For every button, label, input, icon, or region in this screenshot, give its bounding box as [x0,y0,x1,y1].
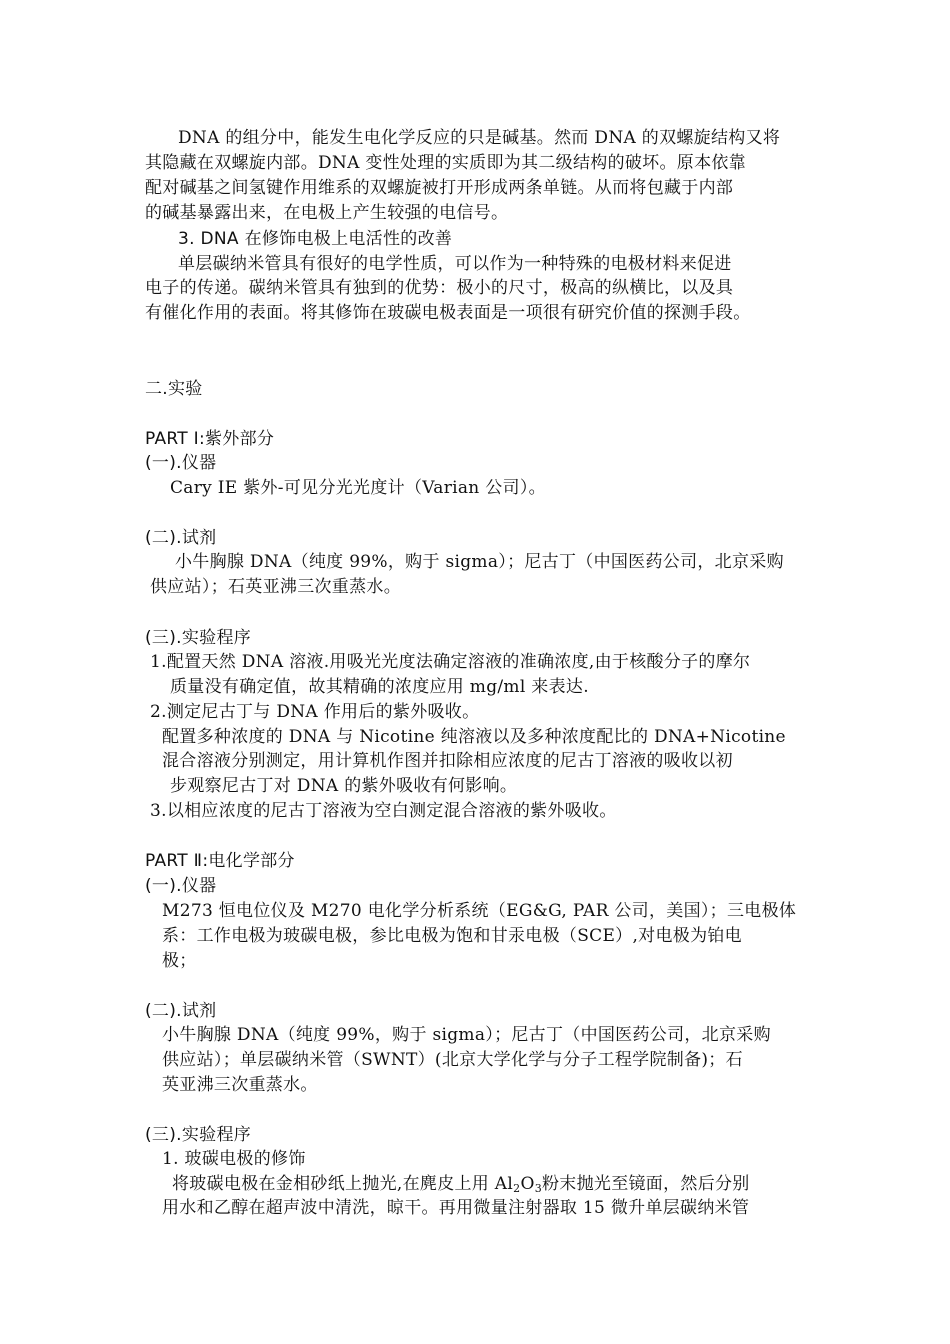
part-2-procedure-line-2: 用水和乙醇在超声波中清洗，晾干。再用微量注射器取 15 微升单层碳纳米管 [162,1198,750,1218]
part-1-reagents-line-1: 小牛胸腺 DNA（纯度 99%，购于 sigma）；尼古丁（中国医药公司，北京采购 [175,552,784,572]
subsection-3-heading: 3. DNA 在修饰电极上电活性的改善 [178,229,453,249]
part-1-instruments-line: Cary IE 紫外-可见分光光度计（Varian 公司）。 [170,478,546,498]
part-1-reagents-heading: (二).试剂 [145,528,217,548]
part-2-instruments-heading: (一).仪器 [145,876,217,896]
subscript-2: 2 [513,1182,521,1195]
line-1-oxygen-text: O [520,1174,535,1194]
part-2-procedure-line-1 [172,1173,750,1195]
section-2-title: 二.实验 [145,379,203,399]
part-2-reagents-line-2: 供应站）；单层碳纳米管（SWNT）(北京大学化学与分子工程学院制备)；石 [162,1050,743,1070]
intro-p1-line-2: 其隐藏在双螺旋内部。DNA 变性处理的实质即为其二级结构的破坏。原本依靠 [145,153,746,173]
part-1-procedure-line-5: 混合溶液分别测定，用计算机作图并扣除相应浓度的尼古丁溶液的吸收以初 [162,751,733,771]
line-1-start-text: 将玻碳电极在金相砂纸上抛光,在麂皮上用 Al [172,1174,514,1194]
intro-p2-line-1: 单层碳纳米管具有很好的电学性质，可以作为一种特殊的电极材料来促进 [178,254,732,274]
part-2-instruments-line-1: M273 恒电位仪及 M270 电化学分析系统（EG&G, PAR 公司，美国）；三电极体 [162,901,797,921]
part-2-title: PART Ⅱ:电化学部分 [145,851,295,871]
part-1-instruments-heading: (一).仪器 [145,453,217,473]
part-2-reagents-line-1: 小牛胸腺 DNA（纯度 99%，购于 sigma）；尼古丁（中国医药公司，北京采购 [162,1025,771,1045]
part-1-procedure-line-7: 3.以相应浓度的尼古丁溶液为空白测定混合溶液的紫外吸收。 [150,801,617,821]
part-2-procedure-step-1: 1. 玻碳电极的修饰 [162,1149,306,1169]
intro-p2-line-3: 有催化作用的表面。将其修饰在玻碳电极表面是一项很有研究价值的探测手段。 [145,303,751,323]
part-1-procedure-line-2: 质量没有确定值，故其精确的浓度应用 mg/ml 来表达. [170,677,589,697]
subscript-3: 3 [534,1182,542,1195]
part-1-procedure-line-1: 1.配置天然 DNA 溶液.用吸光光度法确定溶液的准确浓度,由于核酸分子的摩尔 [150,652,751,672]
part-2-reagents-heading: (二).试剂 [145,1001,217,1021]
intro-p1-line-4: 的碱基暴露出来，在电极上产生较强的电信号。 [145,203,509,223]
part-1-title: PART Ⅰ:紫外部分 [145,429,275,449]
part-2-instruments-line-3: 极； [162,951,197,971]
intro-p2-line-2: 电子的传递。碳纳米管具有独到的优势：极小的尺寸，极高的纵横比，以及具 [145,278,734,298]
part-2-instruments-line-2: 系：工作电极为玻碳电极，参比电极为饱和甘汞电极（SCE）,对电极为铂电 [162,926,742,946]
part-2-reagents-line-3: 英亚沸三次重蒸水。 [162,1075,318,1095]
part-2-procedure-heading: (三).实验程序 [145,1125,252,1145]
part-1-procedure-line-6: 步观察尼古丁对 DNA 的紫外吸收有何影响。 [170,776,518,796]
line-1-end-text: 粉末抛光至镜面，然后分别 [542,1174,750,1194]
part-1-procedure-heading: (三).实验程序 [145,628,252,648]
part-1-procedure-line-4: 配置多种浓度的 DNA 与 Nicotine 纯溶液以及多种浓度配比的 DNA+Nicotine [162,727,786,747]
intro-p1-line-1: DNA 的组分中，能发生电化学反应的只是碱基。然而 DNA 的双螺旋结构又将 [178,128,781,148]
intro-p1-line-3: 配对碱基之间氢键作用维系的双螺旋被打开形成两条单链。从而将包藏于内部 [145,178,734,198]
part-1-reagents-line-2: 供应站）；石英亚沸三次重蒸水。 [150,577,401,597]
part-1-procedure-line-3: 2.测定尼古丁与 DNA 作用后的紫外吸收。 [150,702,480,722]
